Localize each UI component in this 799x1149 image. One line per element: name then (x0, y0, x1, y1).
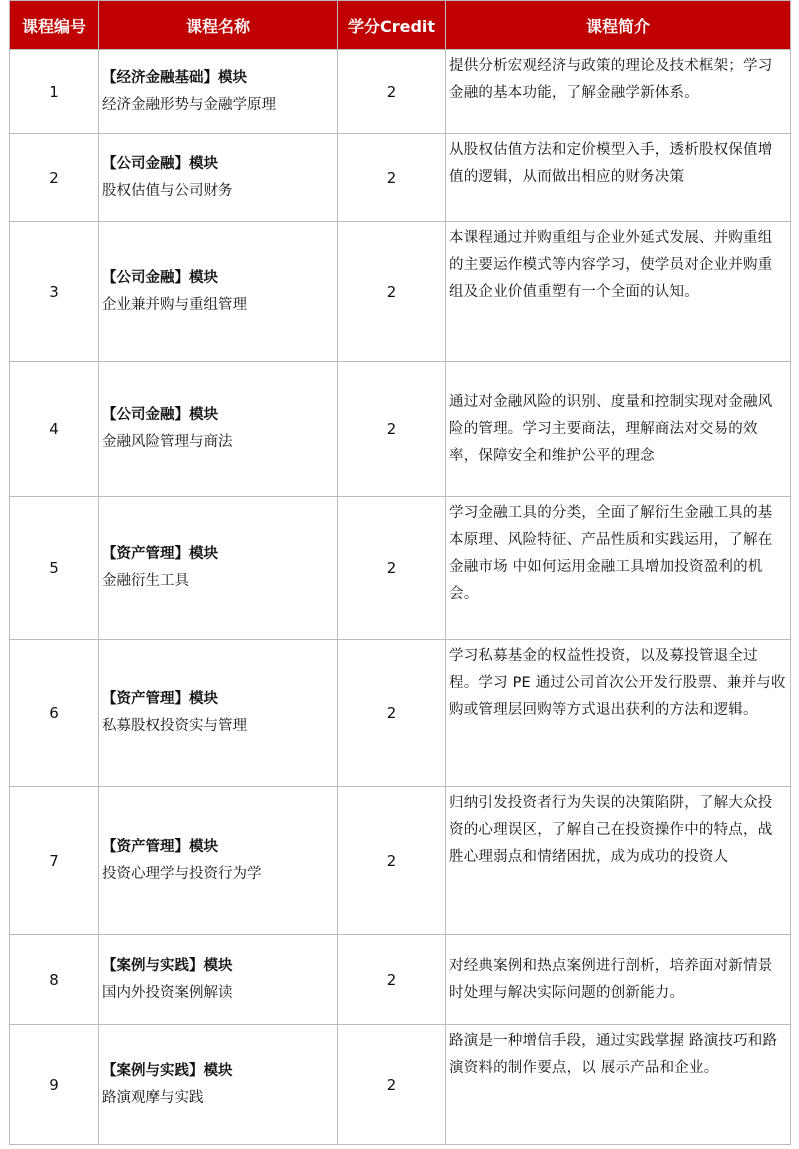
course-name-cell (99, 787, 338, 935)
header-credit: 学分Credit (338, 1, 446, 50)
course-credit: 2 (338, 134, 446, 222)
course-title: 企业兼并购与重组管理 (102, 296, 247, 313)
course-name-cell (99, 134, 338, 222)
course-number: 6 (10, 640, 99, 787)
table-row (10, 134, 791, 222)
header-row (10, 1, 791, 50)
table-row (10, 640, 791, 787)
module-label: 【案例与实践】模块 (102, 1062, 233, 1079)
course-description: 本课程通过并购重组与企业外延式发展、并购重组的主要运作模式等内容学习，使学员对企业并购重组及企业价值重塑有一个全面的认知。 (446, 222, 791, 362)
module-label: 【公司金融】模块 (102, 407, 218, 423)
course-description: 提供分析宏观经济与政策的理论及技术框架；学习金融的基本功能，了解金融学新体系。 (446, 50, 791, 134)
course-description: 归纳引发投资者行为失误的决策陷阱，了解大众投资的心理误区，了解自己在投资操作中的特点，战胜心理弱点和情绪困扰，成为成功的投资人 (446, 787, 791, 935)
course-number: 9 (10, 1025, 99, 1145)
table-row (10, 497, 791, 640)
course-title: 路演观摩与实践 (102, 1089, 204, 1106)
course-number: 1 (10, 50, 99, 134)
course-credit: 2 (338, 787, 446, 935)
course-credit: 2 (338, 50, 446, 134)
module-label: 【资产管理】模块 (102, 546, 218, 562)
course-credit: 2 (338, 497, 446, 640)
course-name-cell (99, 935, 338, 1025)
header-course-name: 课程名称 (99, 1, 338, 50)
module-label: 【资产管理】模块 (102, 838, 218, 855)
course-description: 学习私募基金的权益性投资，以及募投管退全过程。学习 PE 通过公司首次公开发行股票、兼并与收购或管理层回购等方式退出获利的方法和逻辑。 (446, 640, 791, 787)
course-number: 4 (10, 362, 99, 497)
table-row (10, 362, 791, 497)
module-label: 【案例与实践】模块 (102, 957, 233, 974)
module-label: 【资产管理】模块 (102, 691, 218, 707)
course-name-cell (99, 222, 338, 362)
course-number: 7 (10, 787, 99, 935)
course-name-cell (99, 640, 338, 787)
course-description: 学习金融工具的分类，全面了解衍生金融工具的基本原理、风险特征、产品性质和实践运用，了解在金融市场 中如何运用金融工具增加投资盈利的机会。 (446, 497, 791, 640)
course-description: 通过对金融风险的识别、度量和控制实现对金融风险的管理。学习主要商法，理解商法对交易的效率，保障安全和维护公平的理念 (446, 362, 791, 497)
course-title: 投资心理学与投资行为学 (102, 865, 262, 882)
course-number: 3 (10, 222, 99, 362)
course-title: 股权估值与公司财务 (102, 182, 233, 199)
table-row (10, 1025, 791, 1145)
course-credit: 2 (338, 222, 446, 362)
table-row (10, 50, 791, 134)
course-credit: 2 (338, 640, 446, 787)
course-name-cell (99, 1025, 338, 1145)
course-name-cell (99, 362, 338, 497)
course-description: 路演是一种增信手段，通过实践掌握 路演技巧和路演资料的制作要点，以 展示产品和企业。 (446, 1025, 791, 1145)
course-table (9, 0, 791, 1145)
course-number: 8 (10, 935, 99, 1025)
module-label: 【公司金融】模块 (102, 269, 218, 286)
table-row (10, 787, 791, 935)
course-credit: 2 (338, 935, 446, 1025)
course-credit: 2 (338, 362, 446, 497)
course-name-cell (99, 497, 338, 640)
course-description: 从股权估值方法和定价模型入手，透析股权保值增值的逻辑，从而做出相应的财务决策 (446, 134, 791, 222)
course-title: 金融衍生工具 (102, 573, 189, 589)
module-label: 【经济金融基础】模块 (102, 69, 247, 86)
module-label: 【公司金融】模块 (102, 155, 218, 172)
course-credit: 2 (338, 1025, 446, 1145)
course-title: 经济金融形势与金融学原理 (102, 96, 276, 113)
course-number: 2 (10, 134, 99, 222)
header-course-number: 课程编号 (10, 1, 99, 50)
table-row (10, 935, 791, 1025)
course-title: 金融风险管理与商法 (102, 434, 233, 450)
course-number: 5 (10, 497, 99, 640)
table-row (10, 222, 791, 362)
course-name-cell (99, 50, 338, 134)
course-title: 国内外投资案例解读 (102, 984, 233, 1001)
course-title: 私募股权投资实与管理 (102, 718, 247, 734)
course-description: 对经典案例和热点案例进行剖析，培养面对新情景时处理与解决实际问题的创新能力。 (446, 935, 791, 1025)
header-course-intro: 课程简介 (446, 1, 791, 50)
